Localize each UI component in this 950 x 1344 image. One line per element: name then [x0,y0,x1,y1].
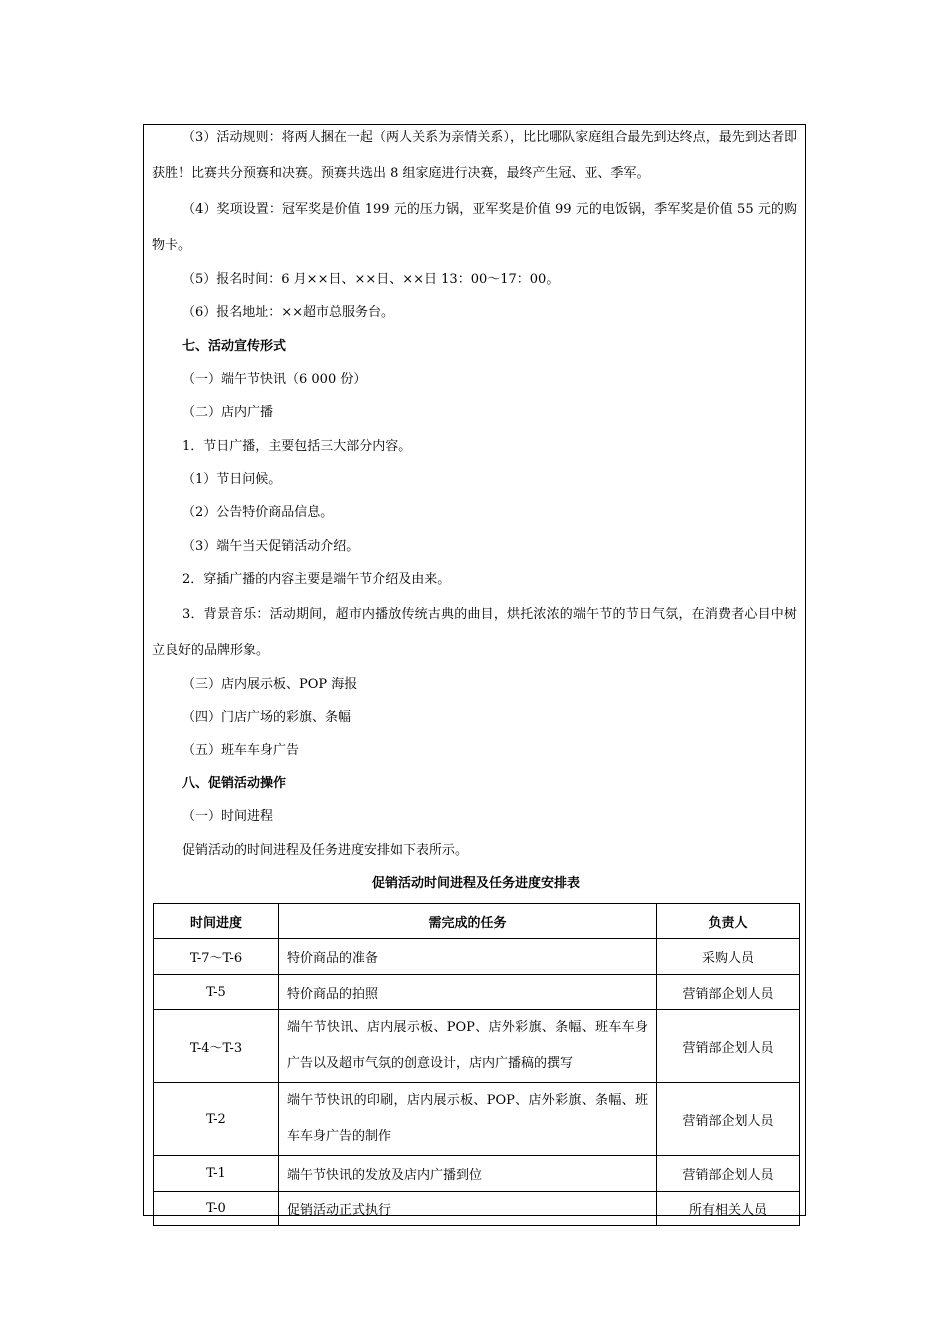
section-8-item-1: （一）时间进程 [182,809,274,824]
cell-owner: 营销部企划人员 [657,1010,800,1083]
rule-3-paragraph: （3）活动规则：将两人捆在一起（两人关系为亲情关系），比比哪队家庭组合最先到达终点，最先到达者即获胜！比赛共分预赛和决赛。预赛共选出 8 组家庭进行决赛，最终产生冠、亚、季军。 [152,130,797,181]
table-caption: 促销活动时间进程及任务进度安排表 [371,876,580,891]
section-7-sub-1a: （1）节日问候。 [182,472,282,487]
section-7-item-5: （五）班车车身广告 [182,743,300,758]
rule-4-paragraph: （4）奖项设置：冠军奖是价值 199 元的压力锅，亚军奖是价值 99 元的电饭锅，季军奖是价值 55 元的购物卡。 [152,202,797,253]
table-header-row [154,904,800,939]
table-row [154,1010,800,1083]
cell-time: T-1 [154,1156,279,1192]
cell-task: 端午节快讯、店内展示板、POP、店外彩旗、条幅、班车车身广告以及超市气氛的创意设计，店内广播稿的撰写 [279,1010,657,1083]
header-task: 需完成的任务 [279,904,657,939]
cell-owner: 所有相关人员 [657,1192,800,1226]
section-7-heading: 七、活动宣传形式 [182,339,287,354]
cell-owner: 营销部企划人员 [657,1083,800,1156]
cell-task: 促销活动正式执行 [279,1192,657,1226]
section-7-item-4: （四）门店广场的彩旗、条幅 [182,710,352,725]
section-7-item-3: （三）店内展示板、POP 海报 [182,677,358,692]
section-7-sub-1: 1．节日广播，主要包括三大部分内容。 [182,439,412,454]
cell-task: 端午节快讯的发放及店内广播到位 [279,1156,657,1192]
section-8-intro: 促销活动的时间进程及任务进度安排如下表所示。 [182,843,469,858]
table-row [154,1083,800,1156]
header-owner: 负责人 [657,904,800,939]
cell-task: 特价商品的拍照 [279,975,657,1010]
rule-5-line: （5）报名时间：6 月××日、××日、××日 13：00～17：00。 [182,272,560,287]
section-7-sub-1c: （3）端午当天促销活动介绍。 [182,539,360,554]
section-7-item-2: （二）店内广播 [182,405,274,420]
cell-owner: 营销部企划人员 [657,1156,800,1192]
section-7-sub-3: 3．背景音乐：活动期间，超市内播放传统古典的曲目，烘托浓浓的端午节的节日气氛，在消费者心目中树立良好的品牌形象。 [152,607,797,658]
table-row [154,1156,800,1192]
section-8-heading: 八、促销活动操作 [182,776,287,791]
cell-time: T-4～T-3 [154,1010,279,1083]
section-7-sub-2: 2．穿插广播的内容主要是端午节介绍及由来。 [182,572,451,587]
section-7-sub-1b: （2）公告特价商品信息。 [182,505,334,520]
header-time: 时间进度 [154,904,279,939]
cell-task: 特价商品的准备 [279,939,657,975]
table-row [154,939,800,975]
cell-time: T-5 [154,975,279,1010]
schedule-table [153,903,800,1226]
table-row [154,1192,800,1226]
cell-time: T-0 [154,1192,279,1226]
cell-owner: 采购人员 [657,939,800,975]
cell-time: T-7～T-6 [154,939,279,975]
section-7-item-1: （一）端午节快讯（6 000 份） [182,372,367,387]
rule-6-line: （6）报名地址：××超市总服务台。 [182,305,395,320]
cell-time: T-2 [154,1083,279,1156]
cell-task: 端午节快讯的印刷，店内展示板、POP、店外彩旗、条幅、班车车身广告的制作 [279,1083,657,1156]
table-row [154,975,800,1010]
cell-owner: 营销部企划人员 [657,975,800,1010]
